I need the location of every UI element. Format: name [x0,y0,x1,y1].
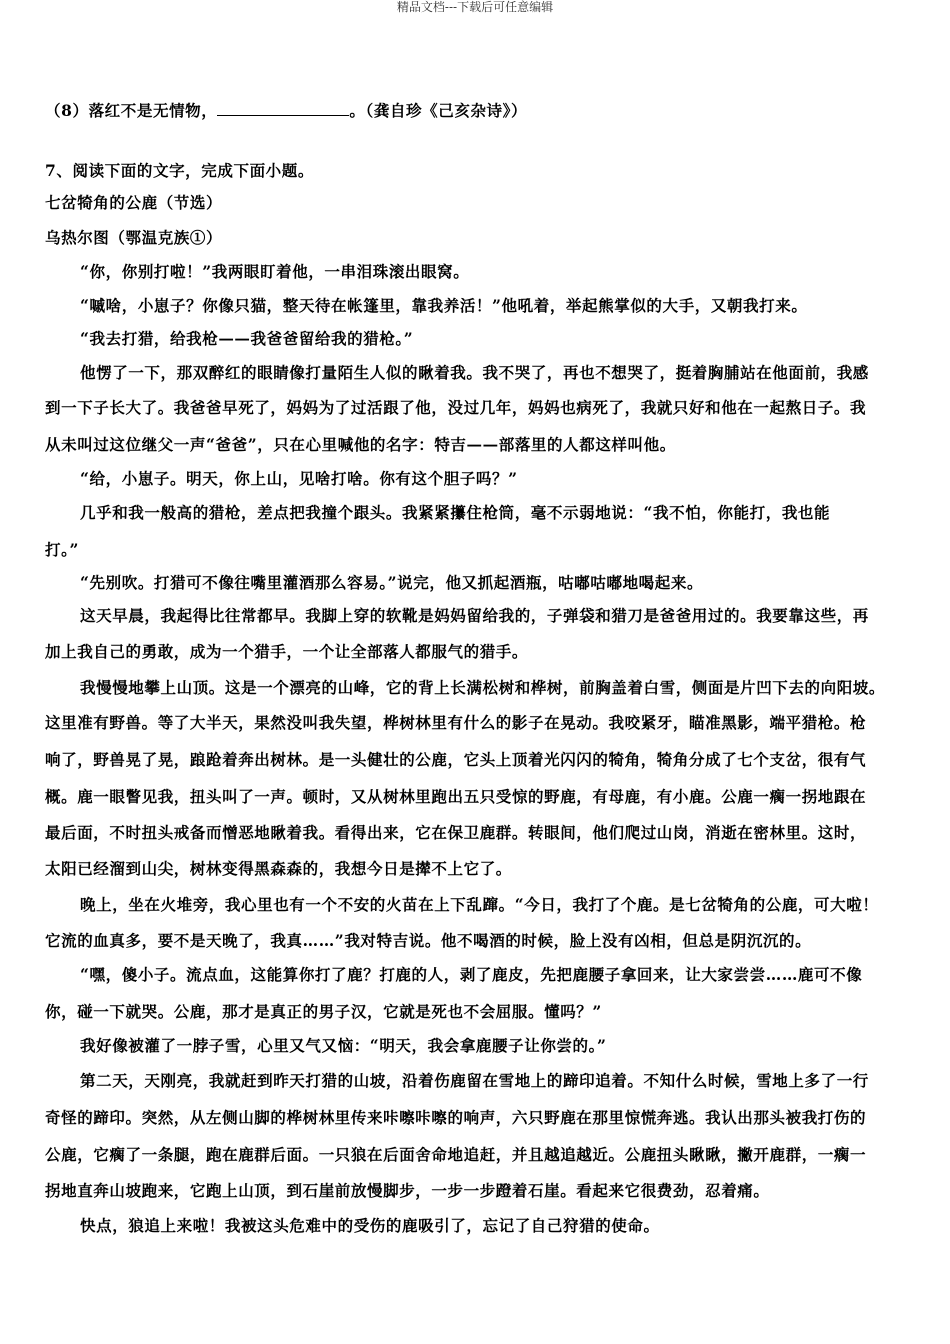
text-line: 概。鹿一眼瞥见我，扭头叫了一声。顿时，又从树林里跑出五只受惊的野鹿，有母鹿，有小鹿。公鹿一瘸一拐地跟在 [45,787,867,806]
text-line: 这里准有野兽。等了大半天，果然没叫我失望，桦树林里有什么的影子在晃动。我咬紧牙，瞄准黑影，端平猎枪。枪 [45,713,867,732]
text-line: 你，碰一下就哭。公鹿，那才是真正的男子汉，它就是死也不会屈服。懂吗？” [45,1002,602,1021]
text-line: 公鹿，它瘸了一条腿，跑在鹿群后面。一只狼在后面舍命地追赶，并且越追越近。公鹿扭头瞅瞅，撇开鹿群，一瘸一 [45,1145,867,1164]
text-line: 拐地直奔山坡跑来，它跑上山顶，到石崖前放慢脚步，一步一步蹬着石崖。看起来它很费劲，忍着痛。 [45,1181,770,1200]
article-title: 七岔犄角的公鹿（节选） [45,193,223,212]
text-line: 响了，野兽晃了晃，踉跄着奔出树林。是一头健壮的公鹿，它头上顶着光闪闪的犄角，犄角分成了七个支岔，很有气 [45,750,867,769]
text-line: 到一下子长大了。我爸爸早死了，妈妈为了过活跟了他，没过几年，妈妈也病死了，我就只好和他在一起熬日子。我 [45,398,867,417]
q8-prefix: （8）落红不是无情物， [45,101,218,120]
q8-suffix: 。（龚自珍《己亥杂诗》） [349,101,528,120]
text-line: 加上我自己的勇敢，成为一个猎手，一个让全部落人都服气的猎手。 [45,642,529,661]
text-line: “嘿，傻小子。流点血，这能算你打了鹿？打鹿的人，剥了鹿皮，先把鹿腰子拿回来，让大家尝尝……鹿可不像 [80,965,863,984]
text-line: 几乎和我一般高的猎枪，差点把我撞个跟头。我紧紧攥住枪筒，毫不示弱地说：“我不怕，你能打，我也能 [80,503,831,522]
page-header: 精品文档---下载后可任意编辑 [396,0,554,14]
question-7: 7、阅读下面的文字，完成下面小题。 [45,161,314,180]
text-line: “给，小崽子。明天，你上山，见啥打啥。你有这个胆子吗？” [80,469,518,488]
text-line: 太阳已经溜到山尖，树林变得黑森森的，我想今日是撵不上它了。 [45,859,512,878]
text-line: 我慢慢地攀上山顶。这是一个漂亮的山峰，它的背上长满松树和桦树，前胸盖着白雪，侧面是片凹下去的向阳坡。 [80,678,886,697]
text-line: “我去打猎，给我枪——我爸爸留给我的猎枪。” [80,329,414,348]
text-line: “先别吹。打猎可不像往嘴里灌酒那么容易。”说完，他又抓起酒瓶，咕嘟咕嘟地喝起来。 [80,573,704,592]
text-line: 这天早晨，我起得比往常都早。我脚上穿的软靴是妈妈留给我的，子弹袋和猎刀是爸爸用过的。我要靠这些，再 [80,606,869,625]
text-line: 从未叫过这位继父一声“爸爸”，只在心里喊他的名字：特吉——部落里的人都这样叫他。 [45,435,676,454]
text-line: 晚上，坐在火堆旁，我心里也有一个不安的火苗在上下乱蹿。“今日，我打了个鹿。是七岔犄角的公鹿，可大啦！ [80,895,879,914]
text-line: 第二天，天刚亮，我就赶到昨天打猎的山坡，沿着伤鹿留在雪地上的蹄印追着。不知什么时候，雪地上多了一行 [80,1071,869,1090]
answer-blank [217,101,349,116]
text-line: “你，你别打啦！”我两眼盯着他，一串泪珠滚出眼窝。 [80,262,470,281]
text-line: 快点，狼追上来啦！我被这头危难中的受伤的鹿吸引了，忘记了自己狩猎的使命。 [80,1216,660,1235]
text-line: 我好像被灌了一脖子雪，心里又气又恼：“明天，我会拿鹿腰子让你尝的。” [80,1036,607,1055]
article-author: 乌热尔图（鄂温克族①） [45,228,223,247]
question-8 [45,101,910,121]
text-line: 奇怪的蹄印。突然，从左侧山脚的桦树林里传来咔嚓咔嚓的响声，六只野鹿在那里惊慌奔逃。我认出那头被我打伤的 [45,1108,867,1127]
text-line: 最后面，不时扭头戒备而憎恶地瞅着我。看得出来，它在保卫鹿群。转眼间，他们爬过山岗，消逝在密林里。这时， [45,823,867,842]
text-line: 他愣了一下，那双醉红的眼睛像打量陌生人似的瞅着我。我不哭了，再也不想哭了，挺着胸脯站在他面前，我感 [80,363,869,382]
text-line: 它流的血真多，要不是天晚了，我真……”我对特吉说。他不喝酒的时候，脸上没有凶相，但总是阴沉沉的。 [45,931,812,950]
text-line: 打。” [45,540,79,559]
text-line: “嘁啥，小崽子？你像只猫，整天待在帐篷里，靠我养活！”他吼着，举起熊掌似的大手，又朝我打来。 [80,296,808,315]
